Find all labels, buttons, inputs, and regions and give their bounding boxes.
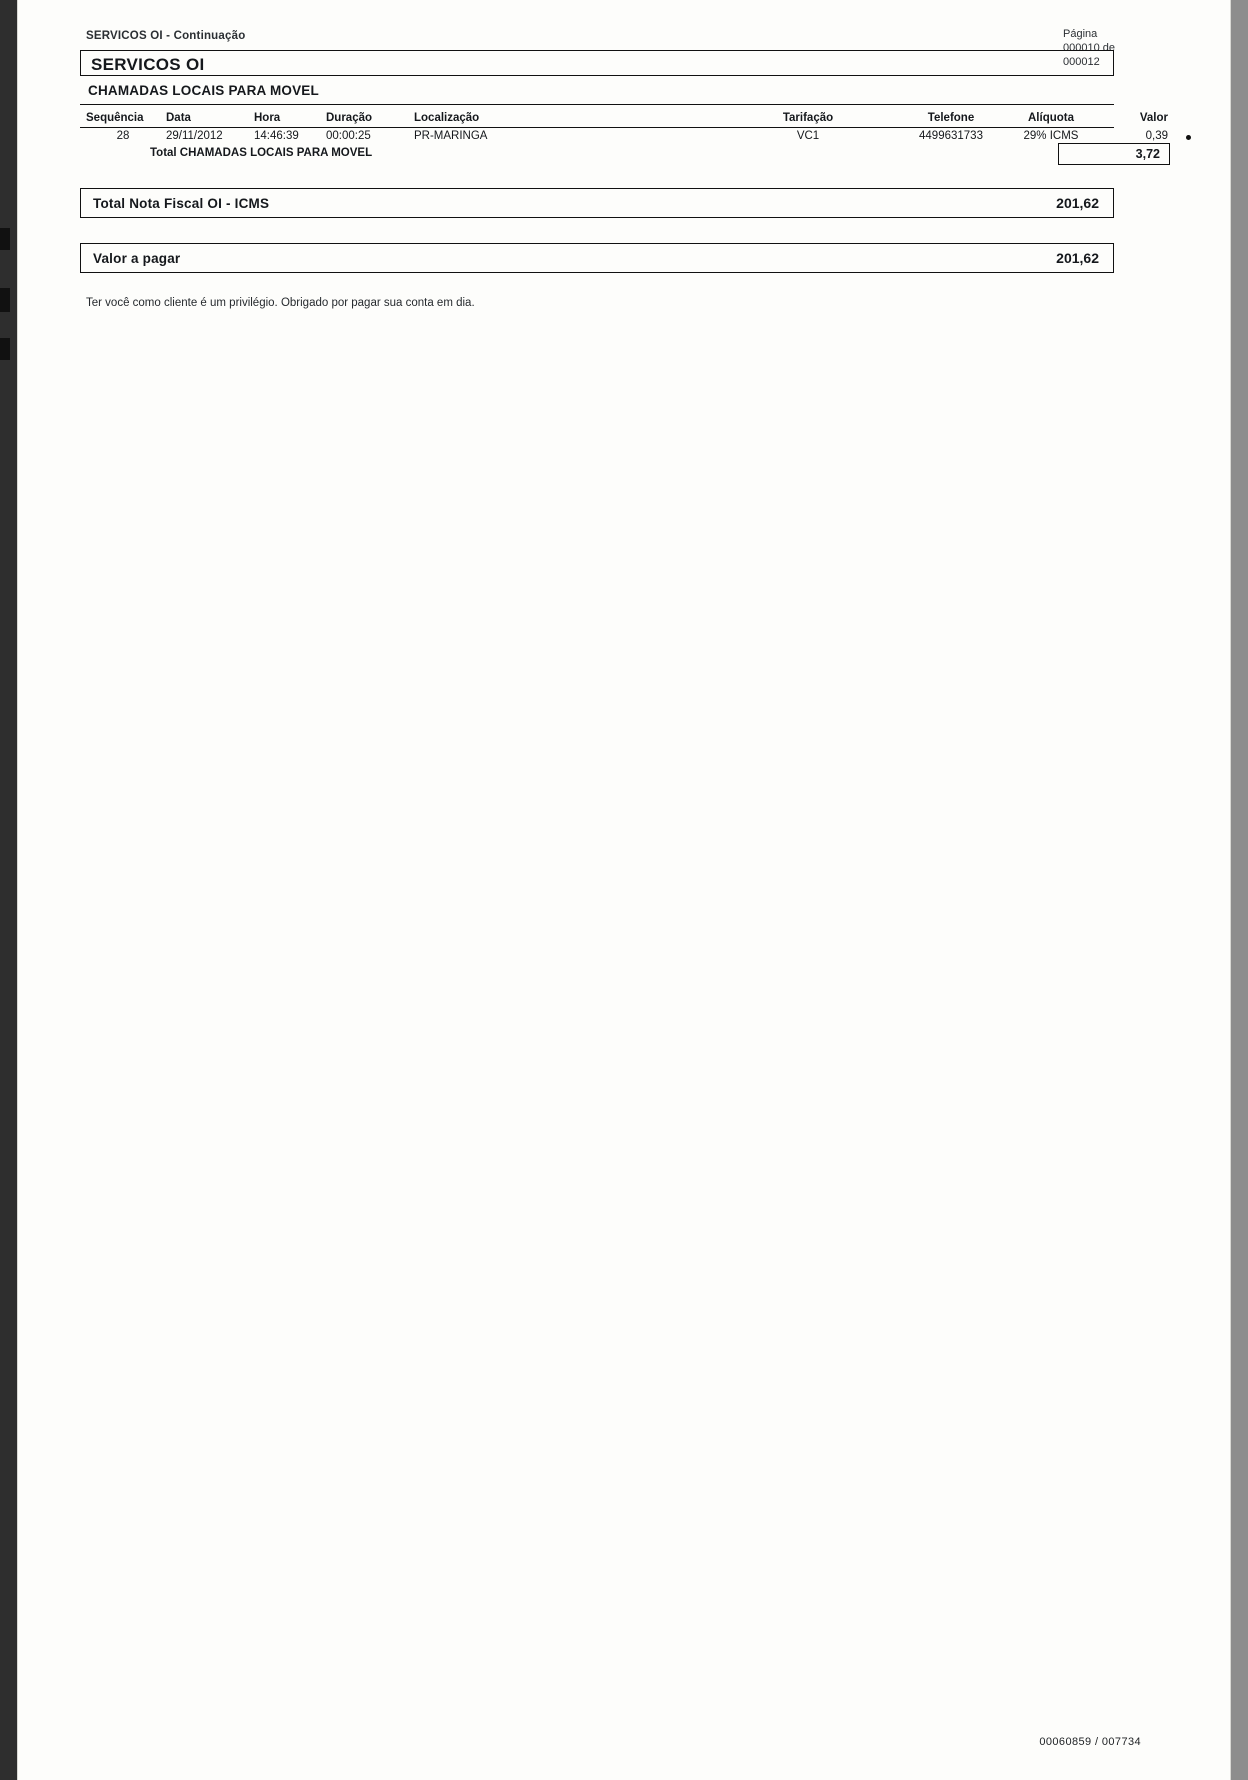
invoice-content bbox=[58, 0, 1193, 1780]
col-header-data: Data bbox=[166, 112, 191, 124]
summary-label: Valor a pagar bbox=[93, 251, 181, 266]
col-header-valor: Valor bbox=[1139, 112, 1168, 124]
summary-value: 201,62 bbox=[1056, 195, 1099, 211]
col-header-sequencia: Sequência bbox=[86, 112, 144, 124]
col-header-localizacao: Localização bbox=[414, 112, 480, 124]
page-number-label: Página bbox=[1063, 28, 1098, 40]
cell-duracao: 00:00:25 bbox=[326, 130, 371, 142]
section-total-label: Total CHAMADAS LOCAIS PARA MOVEL bbox=[150, 147, 373, 159]
section-title: CHAMADAS LOCAIS PARA MOVEL bbox=[88, 83, 319, 98]
summary-label: Total Nota Fiscal OI - ICMS bbox=[93, 196, 270, 211]
scan-dot-icon bbox=[1186, 135, 1191, 140]
table-header-divider bbox=[80, 127, 1114, 128]
cell-hora: 14:46:39 bbox=[254, 130, 299, 142]
page-number-current: 000010 de bbox=[1063, 42, 1115, 54]
footer-code: 00060859 / 007734 bbox=[1039, 1736, 1141, 1748]
continuation-header: SERVICOS OI - Continuação bbox=[86, 30, 246, 42]
cell-data: 29/11/2012 bbox=[166, 130, 223, 142]
col-header-hora: Hora bbox=[254, 112, 281, 124]
cell-localizacao: PR-MARINGA bbox=[414, 130, 488, 142]
summary-row-total-nota-fiscal bbox=[80, 188, 1114, 218]
col-header-telefone: Telefone bbox=[927, 112, 975, 124]
invoice-page bbox=[18, 0, 1230, 1780]
page-number-total: 000012 bbox=[1063, 56, 1100, 68]
page-title: SERVICOS OI bbox=[91, 55, 205, 74]
cell-aliquota: 29% ICMS bbox=[1023, 130, 1079, 142]
cell-valor: 0,39 bbox=[1145, 130, 1168, 142]
col-header-tarifacao: Tarifação bbox=[782, 112, 834, 124]
section-divider bbox=[80, 104, 1114, 105]
section-total-box bbox=[1058, 143, 1170, 165]
scan-edge-left bbox=[0, 0, 18, 1780]
cell-sequencia: 28 bbox=[116, 130, 130, 142]
scan-artifact bbox=[0, 228, 10, 250]
cell-tarifacao: VC1 bbox=[796, 130, 820, 142]
section-total-value: 3,72 bbox=[1135, 147, 1160, 161]
summary-value: 201,62 bbox=[1056, 250, 1099, 266]
cell-telefone: 4499631733 bbox=[919, 130, 983, 142]
summary-row-valor-a-pagar bbox=[80, 243, 1114, 273]
col-header-aliquota: Alíquota bbox=[1028, 112, 1074, 124]
thank-you-message: Ter você como cliente é um privilégio. Obrigado por pagar sua conta em dia. bbox=[86, 297, 475, 309]
col-header-duracao: Duração bbox=[326, 112, 373, 124]
scan-artifact bbox=[0, 288, 10, 312]
scan-artifact bbox=[0, 338, 10, 360]
scan-edge-right bbox=[1230, 0, 1248, 1780]
document-title-box bbox=[80, 50, 1114, 76]
